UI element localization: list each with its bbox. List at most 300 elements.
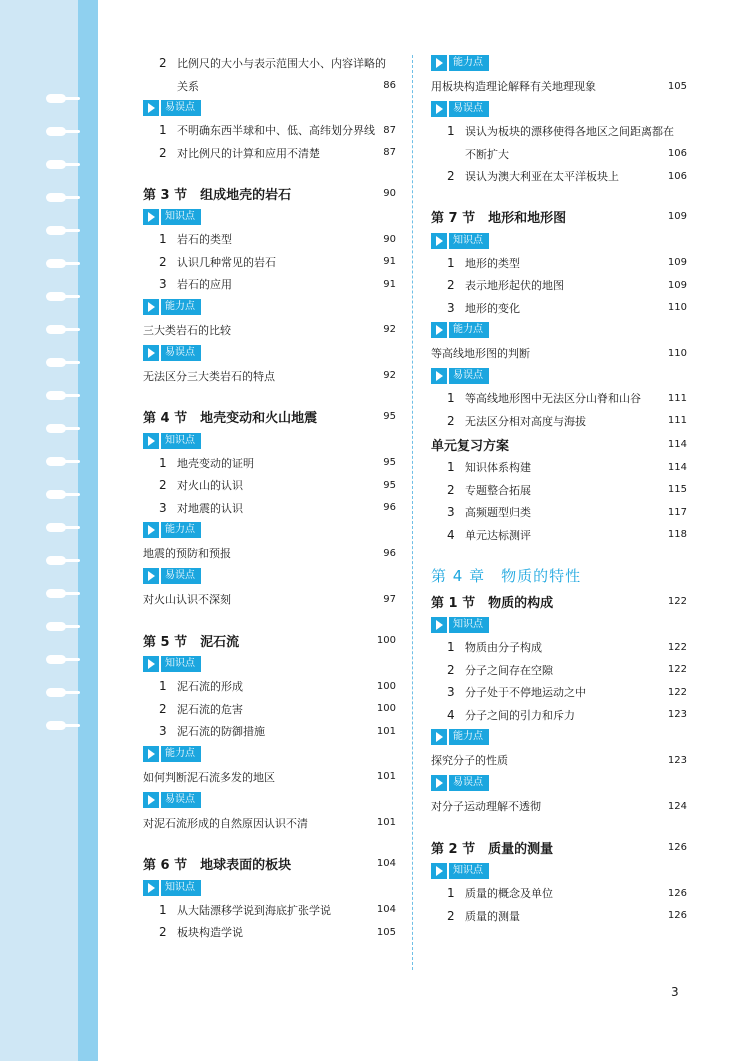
toc-page-number: 122 <box>667 595 687 607</box>
toc-tag-row <box>143 97 396 119</box>
play-arrow-icon <box>143 568 159 584</box>
toc-tag-label: 能力点 <box>161 299 201 315</box>
toc-left-column <box>143 52 396 944</box>
binding-hole <box>46 226 66 235</box>
toc-page-number: 126 <box>667 841 687 853</box>
toc-item-text: 比例尺的大小与表示范围大小、内容详略的 <box>177 57 386 71</box>
toc-page-number: 90 <box>383 187 396 199</box>
toc-item-index: 3 <box>447 300 455 315</box>
toc-item-text: 第 7 节 地形和地形图 <box>431 211 567 226</box>
toc-tag-row <box>431 860 687 882</box>
toc-tag <box>143 568 201 584</box>
toc-item <box>143 119 396 142</box>
toc-item-text: 第 1 节 物质的构成 <box>431 595 554 611</box>
toc-item-index: 1 <box>447 124 455 139</box>
toc-item <box>431 479 687 502</box>
toc-item-text: 误认为澳大利亚在太平洋板块上 <box>465 170 619 184</box>
toc-page-number: 100 <box>376 634 396 646</box>
toc-tag <box>431 863 489 879</box>
toc-tag-row <box>431 365 687 387</box>
toc-tag-row <box>143 565 396 587</box>
toc-item-text: 无法区分相对高度与海拔 <box>465 414 586 428</box>
toc-item-text: 第 4 节 地壳变动和火山地震 <box>143 411 318 426</box>
toc-item <box>143 52 396 75</box>
toc-label <box>143 122 383 138</box>
toc-item-text: 第 6 节 地球表面的板块 <box>143 858 292 873</box>
play-arrow-icon <box>431 617 447 633</box>
binding-hole <box>46 490 66 499</box>
play-arrow-icon <box>143 656 159 672</box>
toc-item-index: 1 <box>447 255 455 270</box>
toc-item-text: 等高线地形图的判断 <box>431 347 530 360</box>
toc-tag <box>143 299 201 315</box>
toc-tag-row <box>431 614 687 636</box>
toc-label <box>431 78 668 94</box>
play-arrow-icon <box>431 863 447 879</box>
toc-item-continued <box>431 143 687 166</box>
toc-tag-row <box>431 98 687 120</box>
toc-tag-row <box>143 877 396 899</box>
toc-tag-label: 易误点 <box>449 101 489 117</box>
play-arrow-icon <box>143 880 159 896</box>
toc-item-text: 第 3 节 组成地壳的岩石 <box>143 187 292 203</box>
toc-item-text: 如何判断泥石流多发的地区 <box>143 770 275 784</box>
toc-label <box>431 798 668 814</box>
binding-hole <box>46 589 66 598</box>
toc-label <box>431 123 687 139</box>
toc-page-number: 87 <box>383 124 396 136</box>
toc-label <box>143 368 383 384</box>
toc-label <box>431 885 668 901</box>
toc-item <box>431 410 687 433</box>
toc-label <box>143 545 383 561</box>
play-arrow-icon <box>143 345 159 361</box>
toc-label <box>143 276 383 292</box>
binding-hole <box>46 523 66 532</box>
toc-tag-label: 能力点 <box>161 746 201 762</box>
toc-page-number: 104 <box>376 904 396 916</box>
toc-item-index: 1 <box>159 679 167 694</box>
toc-tag-row <box>143 789 396 811</box>
toc-item-text: 地形的类型 <box>465 256 520 270</box>
toc-tag <box>143 656 201 672</box>
toc-page-number: 92 <box>383 324 396 335</box>
toc-item <box>143 251 396 274</box>
toc-label <box>143 322 383 338</box>
toc-page-number: 117 <box>667 506 687 518</box>
toc-page-number: 110 <box>667 347 687 359</box>
toc-section-heading <box>431 834 687 860</box>
toc-tag <box>143 746 201 762</box>
toc-item-index: 1 <box>447 391 455 406</box>
toc-item-text: 第 2 节 质量的测量 <box>431 841 554 857</box>
toc-label <box>431 482 668 498</box>
toc-page-number: 95 <box>383 479 396 491</box>
toc-item-index: 4 <box>447 707 455 722</box>
toc-tag-label: 易误点 <box>161 100 201 116</box>
binding-hole <box>46 259 66 268</box>
toc-item <box>431 252 687 275</box>
toc-section-heading <box>143 627 396 653</box>
toc-item <box>143 497 396 520</box>
toc-page-number: 96 <box>383 502 396 514</box>
toc-item-index: 2 <box>447 413 455 428</box>
play-arrow-icon <box>431 322 447 338</box>
toc-tag-label: 知识点 <box>449 617 489 633</box>
toc-label <box>143 591 383 607</box>
toc-page-number: 91 <box>383 256 396 268</box>
toc-item-index: 1 <box>447 640 455 655</box>
toc-label <box>143 769 377 785</box>
toc-page-number: 106 <box>667 148 687 160</box>
page-number: 3 <box>671 985 679 999</box>
toc-tag-row <box>143 296 396 318</box>
toc-page-number: 126 <box>667 910 687 922</box>
binding-hole <box>46 688 66 697</box>
toc-item-text: 质量的概念及单位 <box>465 887 553 901</box>
toc-item-index: 3 <box>159 277 167 292</box>
toc-item-index: 1 <box>159 232 167 247</box>
toc-item-text: 地壳变动的证明 <box>177 456 254 470</box>
toc-label <box>431 168 668 184</box>
toc-item <box>431 274 687 297</box>
toc-page-number: 105 <box>376 926 396 938</box>
toc-label <box>431 592 668 611</box>
play-arrow-icon <box>431 55 447 71</box>
toc-item-text: 不明确东西半球和中、低、高纬划分界线 <box>177 124 375 138</box>
toc-label <box>143 55 396 71</box>
toc-item <box>431 905 687 928</box>
toc-item <box>143 474 396 497</box>
toc-item-index: 3 <box>447 505 455 520</box>
toc-page-number: 86 <box>383 80 396 92</box>
toc-item-text: 认识几种常见的岩石 <box>177 255 276 269</box>
toc-page-number: 114 <box>667 461 687 473</box>
toc-tag <box>143 100 201 116</box>
toc-label <box>143 78 383 94</box>
play-arrow-icon <box>143 209 159 225</box>
play-arrow-icon <box>143 746 159 762</box>
toc-item-index: 2 <box>447 278 455 293</box>
toc-item <box>143 675 396 698</box>
toc-item-text: 从大陆漂移学说到海底扩张学说 <box>177 903 331 917</box>
toc-item <box>431 704 687 727</box>
toc-item-index: 2 <box>447 662 455 677</box>
toc-page-number: 91 <box>383 278 396 290</box>
toc-label <box>143 678 377 694</box>
toc-label <box>431 565 687 586</box>
toc-tag-label: 知识点 <box>449 233 489 249</box>
play-arrow-icon <box>143 792 159 808</box>
toc-tag <box>143 209 201 225</box>
toc-tag-label: 易误点 <box>161 568 201 584</box>
play-arrow-icon <box>143 522 159 538</box>
toc-item-text: 无法区分三大类岩石的特点 <box>143 369 275 383</box>
toc-label <box>143 701 377 717</box>
toc-page-number: 109 <box>667 257 687 269</box>
toc-item-text: 对火山认识不深刻 <box>143 593 231 606</box>
toc-page-number: 109 <box>667 211 687 222</box>
toc-item-index: 1 <box>159 123 167 138</box>
toc-item <box>143 452 396 475</box>
play-arrow-icon <box>431 368 447 384</box>
toc-label <box>431 504 668 520</box>
toc-item <box>431 387 687 410</box>
toc-label <box>143 631 377 650</box>
toc-page-number: 95 <box>383 411 396 422</box>
toc-label <box>431 413 668 429</box>
toc-ability-item <box>143 541 396 565</box>
toc-page-number: 101 <box>376 725 396 737</box>
toc-tag <box>143 792 201 808</box>
toc-item-text: 岩石的类型 <box>177 233 232 247</box>
toc-tag <box>143 522 201 538</box>
toc-page-number: 95 <box>383 457 396 469</box>
toc-page-number: 122 <box>667 641 687 653</box>
play-arrow-icon <box>431 775 447 791</box>
toc-item-text: 知识体系构建 <box>465 461 531 475</box>
toc-page-number: 111 <box>667 415 687 427</box>
toc-label <box>143 407 383 426</box>
play-arrow-icon <box>431 101 447 117</box>
binding-hole <box>46 556 66 565</box>
toc-tag-row <box>143 430 396 452</box>
toc-item-index: 4 <box>447 527 455 542</box>
toc-item-text: 质量的测量 <box>465 909 520 923</box>
play-arrow-icon <box>143 299 159 315</box>
toc-page-number: 123 <box>667 754 687 766</box>
toc-tag <box>431 101 489 117</box>
toc-item-text: 误认为板块的漂移使得各地区之间距离都在 <box>465 125 674 139</box>
toc-item-text: 单元达标测评 <box>465 528 531 542</box>
toc-item-text: 探究分子的性质 <box>431 754 508 767</box>
toc-item-text: 对火山的认识 <box>177 479 243 493</box>
toc-item-text: 板块构造学说 <box>177 926 243 940</box>
toc-tag-row <box>143 653 396 675</box>
toc-section-heading <box>143 851 396 877</box>
toc-item-text: 对分子运动理解不透彻 <box>431 800 541 813</box>
toc-label <box>143 815 377 831</box>
binding-hole <box>46 325 66 334</box>
toc-label <box>431 345 668 361</box>
toc-label <box>431 838 668 857</box>
toc-label <box>431 684 668 700</box>
toc-label <box>143 184 383 203</box>
toc-tag-row <box>431 230 687 252</box>
toc-item-text: 地形的变化 <box>465 301 520 315</box>
binding-hole <box>46 160 66 169</box>
toc-page-number: 101 <box>376 771 396 782</box>
toc-item <box>431 882 687 905</box>
toc-item-text: 高频题型归类 <box>465 506 531 520</box>
toc-page-number: 101 <box>376 817 396 828</box>
toc-item-text: 第 5 节 泥石流 <box>143 634 240 650</box>
toc-label <box>431 300 668 316</box>
toc-ability-item <box>431 341 687 365</box>
toc-unit-review <box>431 432 687 456</box>
toc-tag-label: 知识点 <box>161 209 201 225</box>
binding-hole <box>46 457 66 466</box>
toc-page-number: 100 <box>376 680 396 692</box>
toc-item-index: 1 <box>447 460 455 475</box>
toc-item <box>431 524 687 547</box>
toc-tag-label: 易误点 <box>161 345 201 361</box>
binding-hole <box>46 721 66 730</box>
toc-ability-item <box>143 587 396 611</box>
toc-item-text: 关系 <box>177 79 199 93</box>
toc-item-text: 专题整合拓展 <box>465 483 531 497</box>
toc-tag-row <box>143 519 396 541</box>
toc-item-index: 3 <box>159 500 167 515</box>
toc-tag-label: 知识点 <box>161 433 201 449</box>
toc-tag <box>431 617 489 633</box>
toc-ability-item <box>431 74 687 98</box>
toc-label <box>143 723 377 739</box>
toc-tag-label: 知识点 <box>449 863 489 879</box>
toc-label <box>431 390 668 406</box>
toc-item <box>143 720 396 743</box>
toc-page-number: 100 <box>376 703 396 715</box>
toc-right-column <box>431 52 687 927</box>
toc-item-index: 2 <box>447 169 455 184</box>
binding-hole <box>46 94 66 103</box>
toc-tag-label: 能力点 <box>161 522 201 538</box>
toc-tag-label: 易误点 <box>449 775 489 791</box>
toc-item-text: 地震的预防和预报 <box>143 547 231 560</box>
toc-ability-item <box>143 318 396 342</box>
toc-page-number: 111 <box>667 392 687 404</box>
toc-section-heading <box>143 180 396 206</box>
toc-item <box>431 456 687 479</box>
toc-item-text: 对地震的认识 <box>177 501 243 515</box>
toc-section-heading <box>431 204 687 230</box>
toc-item <box>431 120 687 143</box>
toc-label <box>431 207 668 226</box>
toc-label <box>143 477 383 493</box>
toc-item-text: 不断扩大 <box>465 147 509 161</box>
toc-page-number: 114 <box>667 438 687 450</box>
play-arrow-icon <box>143 433 159 449</box>
toc-ability-item <box>143 364 396 388</box>
toc-item-index: 2 <box>447 482 455 497</box>
toc-item-text: 表示地形起伏的地图 <box>465 279 564 293</box>
toc-item-index: 2 <box>447 908 455 923</box>
toc-item-text: 等高线地形图中无法区分山脊和山谷 <box>465 392 641 406</box>
toc-tag-label: 易误点 <box>161 792 201 808</box>
toc-label <box>431 707 668 723</box>
toc-page-number: 122 <box>667 664 687 676</box>
toc-item-index: 3 <box>447 685 455 700</box>
toc-chapter-heading <box>431 562 687 588</box>
toc-item-index: 2 <box>159 701 167 716</box>
toc-tag <box>431 322 489 338</box>
play-arrow-icon <box>431 233 447 249</box>
toc-tag <box>431 775 489 791</box>
toc-page-number: 124 <box>667 800 687 812</box>
toc-ability-item <box>431 794 687 818</box>
toc-tag-row <box>431 52 687 74</box>
toc-item-text: 分子之间存在空隙 <box>465 663 553 677</box>
toc-page-number: 97 <box>383 593 396 605</box>
toc-label <box>143 500 383 516</box>
toc-item-index: 2 <box>159 478 167 493</box>
toc-page-number: 109 <box>667 279 687 291</box>
toc-ability-item <box>143 811 396 835</box>
toc-item-text: 物质由分子构成 <box>465 641 542 655</box>
toc-page-number: 104 <box>376 858 396 869</box>
toc-label <box>431 662 668 678</box>
toc-item-index: 2 <box>159 254 167 269</box>
toc-tag <box>431 233 489 249</box>
toc-item <box>431 165 687 188</box>
toc-tag-row <box>143 206 396 228</box>
toc-item-index: 1 <box>159 455 167 470</box>
toc-item-text: 岩石的应用 <box>177 278 232 292</box>
toc-ability-item <box>143 765 396 789</box>
binding-hole <box>46 424 66 433</box>
toc-label <box>143 231 383 247</box>
toc-item-text: 三大类岩石的比较 <box>143 323 231 337</box>
binding-hole <box>46 193 66 202</box>
toc-tag <box>143 433 201 449</box>
toc-item-text: 泥石流的防御措施 <box>177 725 265 739</box>
toc-label <box>431 277 668 293</box>
toc-page-number: 105 <box>667 80 687 92</box>
toc-label <box>431 527 668 543</box>
toc-page-number: 115 <box>667 484 687 496</box>
toc-page-number: 87 <box>383 147 396 159</box>
toc-tag-label: 易误点 <box>449 368 489 384</box>
toc-item <box>431 681 687 704</box>
toc-page-number: 123 <box>667 709 687 721</box>
toc-label <box>431 146 668 162</box>
toc-item-text: 对比例尺的计算和应用不清楚 <box>177 146 320 160</box>
toc-label <box>143 145 383 161</box>
toc-label <box>431 908 668 924</box>
toc-page-number: 92 <box>383 370 396 381</box>
toc-label <box>143 254 383 270</box>
toc-item <box>431 297 687 320</box>
toc-item <box>143 899 396 922</box>
toc-item-text: 分子之间的引力和斥力 <box>465 708 575 722</box>
binding-hole <box>46 655 66 664</box>
toc-label <box>431 459 668 475</box>
toc-label <box>431 435 668 454</box>
toc-section-heading <box>143 404 396 430</box>
toc-item <box>143 228 396 251</box>
toc-item-text: 泥石流的形成 <box>177 680 243 694</box>
toc-item <box>143 273 396 296</box>
toc-item <box>143 698 396 721</box>
binding-hole <box>46 127 66 136</box>
toc-item-text: 分子处于不停地运动之中 <box>465 686 586 700</box>
toc-item-index: 3 <box>159 724 167 739</box>
toc-label <box>431 255 668 271</box>
toc-item-index: 2 <box>159 56 167 71</box>
toc-page-number: 126 <box>667 887 687 899</box>
binding-hole <box>46 622 66 631</box>
toc-label <box>143 902 377 918</box>
play-arrow-icon <box>143 100 159 116</box>
column-divider <box>412 55 413 970</box>
toc-tag <box>431 368 489 384</box>
toc-tag-row <box>431 772 687 794</box>
toc-page-number: 122 <box>667 686 687 698</box>
toc-item <box>143 142 396 165</box>
toc-label <box>431 639 668 655</box>
play-arrow-icon <box>431 729 447 745</box>
toc-tag-label: 能力点 <box>449 322 489 338</box>
